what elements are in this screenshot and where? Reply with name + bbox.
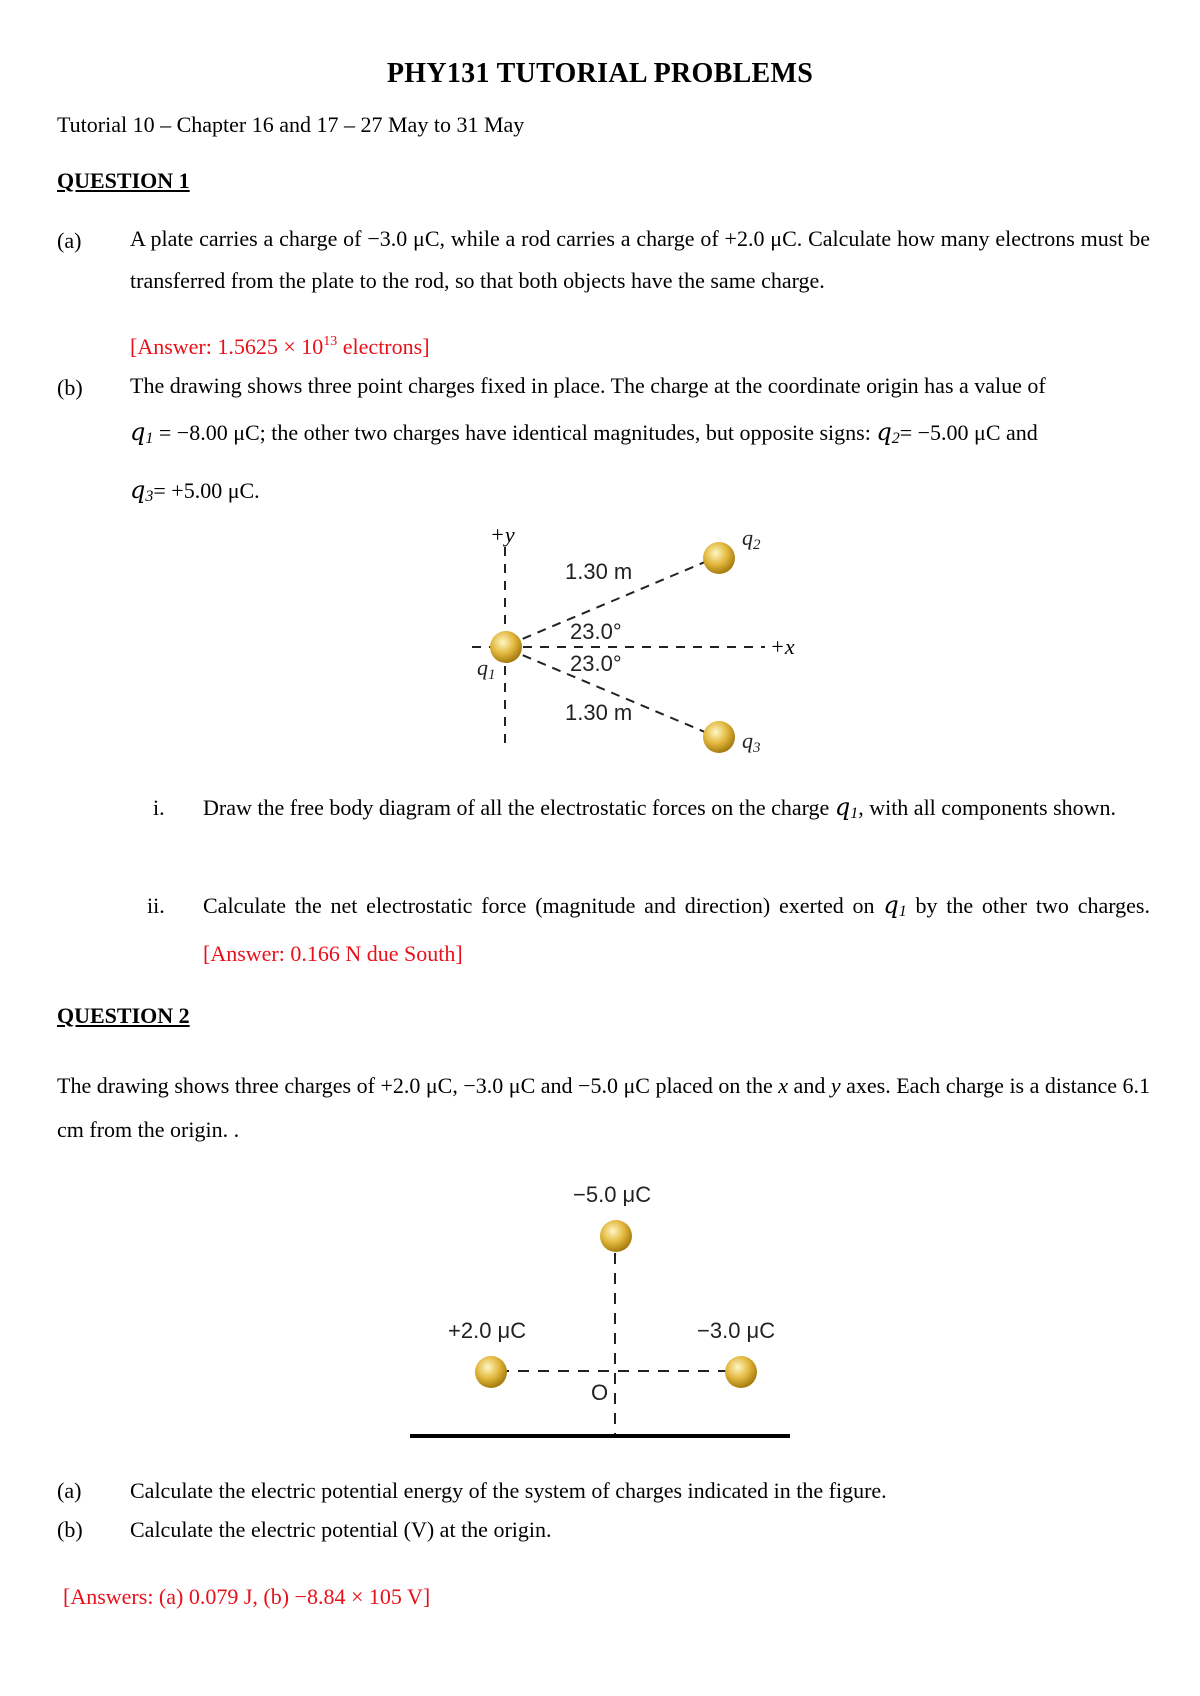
three-charges-figure (420, 515, 820, 760)
charge-q3 (703, 721, 735, 753)
y-axis-label: +y (490, 522, 515, 547)
q1-part-b-line3 (130, 476, 260, 506)
q1-part-a-answer (130, 334, 430, 360)
q2-subscript: 2 (891, 430, 900, 447)
q1-subscript: 1 (145, 430, 154, 447)
q2-part-a-text: Calculate the electric potential energy of the system of charges indicated in the figure. (130, 1478, 887, 1503)
q3-symbol: q (130, 476, 146, 504)
q3-value-text: = +5.00 μC. (153, 478, 260, 503)
charge-q2 (703, 542, 735, 574)
top-angle-label: 23.0° (570, 619, 622, 644)
bottom-distance-label: 1.30 m (565, 700, 633, 725)
q1-part-a-label: (a) (57, 228, 82, 253)
bottom-angle-label: 23.0° (570, 651, 622, 676)
q1-part-b-line1: The drawing shows three point charges fixed in place. The charge at the coordinate origin has a value of (130, 373, 1046, 398)
charges-on-axes-figure (410, 1185, 810, 1445)
answer-prefix: [Answer: 1.5625 × 10 (130, 334, 324, 359)
q1-symbol: q (130, 418, 146, 446)
q1-part-b-line2 (130, 418, 1150, 448)
q1-sub-i-text: Draw the free body diagram of all the electrostatic forces on the charge q1, with all components shown. (203, 793, 1117, 822)
q2-part-b-text: Calculate the electric potential (V) at the origin. (130, 1517, 552, 1542)
q1-part-a-text: A plate carries a charge of −3.0 μC, while a rod carries a charge of +2.0 μC. Calculate how many electrons must be transferred from the plate to the rod, so that both objects have the same charge. (130, 226, 1150, 293)
q2-symbol: q (876, 418, 892, 446)
charge-left (475, 1356, 507, 1388)
q2-answer: [Answers: (a) 0.079 J, (b) −8.84 × 105 V] (63, 1584, 431, 1609)
tutorial-subtitle: Tutorial 10 – Chapter 16 and 17 – 27 May to 31 May (57, 112, 525, 137)
q2-intro-text: The drawing shows three charges of +2.0 μC, −3.0 μC and −5.0 μC placed on the x and y axes. Each charge is a distance 6.1 cm from the origin. . (57, 1073, 1151, 1142)
q1-sub-ii-answer: [Answer: 0.166 N due South] (203, 941, 463, 966)
q3-subscript: 3 (145, 488, 154, 505)
q1-sub-ii-text: Calculate the net electrostatic force (magnitude and direction) exerted on q1 by the other two charges. [Answer: 0.166 N due South] (203, 891, 1150, 966)
q2-part-b-label: (b) (57, 1517, 83, 1542)
page-title: PHY131 TUTORIAL PROBLEMS (386, 58, 814, 89)
top-charge-label: −5.0 μC (573, 1185, 652, 1207)
x-axis-label: +x (770, 634, 795, 659)
answer-exponent: 13 (323, 334, 338, 349)
q1-figure-label: q1 (477, 655, 496, 683)
q1-value-text: = −8.00 μC; the other two charges have identical magnitudes, but opposite signs: (153, 420, 877, 445)
q2-part-a-label: (a) (57, 1478, 82, 1503)
charge-top (600, 1220, 632, 1252)
origin-label: O (591, 1380, 609, 1405)
top-distance-label: 1.30 m (565, 559, 633, 584)
q1-part-b-label: (b) (57, 375, 83, 400)
right-charge-label: −3.0 μC (697, 1318, 776, 1343)
q3-figure-label: q3 (742, 728, 761, 756)
q1-sub-i-label: i. (153, 795, 165, 820)
left-charge-label: +2.0 μC (448, 1318, 527, 1343)
q2-figure-label: q2 (742, 525, 761, 553)
q1-sub-ii-label: ii. (147, 893, 165, 918)
answer-suffix: electrons] (337, 334, 430, 359)
charge-right (725, 1356, 757, 1388)
charge-q1 (490, 631, 522, 663)
q2-value-text: = −5.00 μC and (899, 420, 1038, 445)
question-2-heading: QUESTION 2 (57, 1003, 190, 1028)
question-1-heading: QUESTION 1 (57, 168, 190, 193)
